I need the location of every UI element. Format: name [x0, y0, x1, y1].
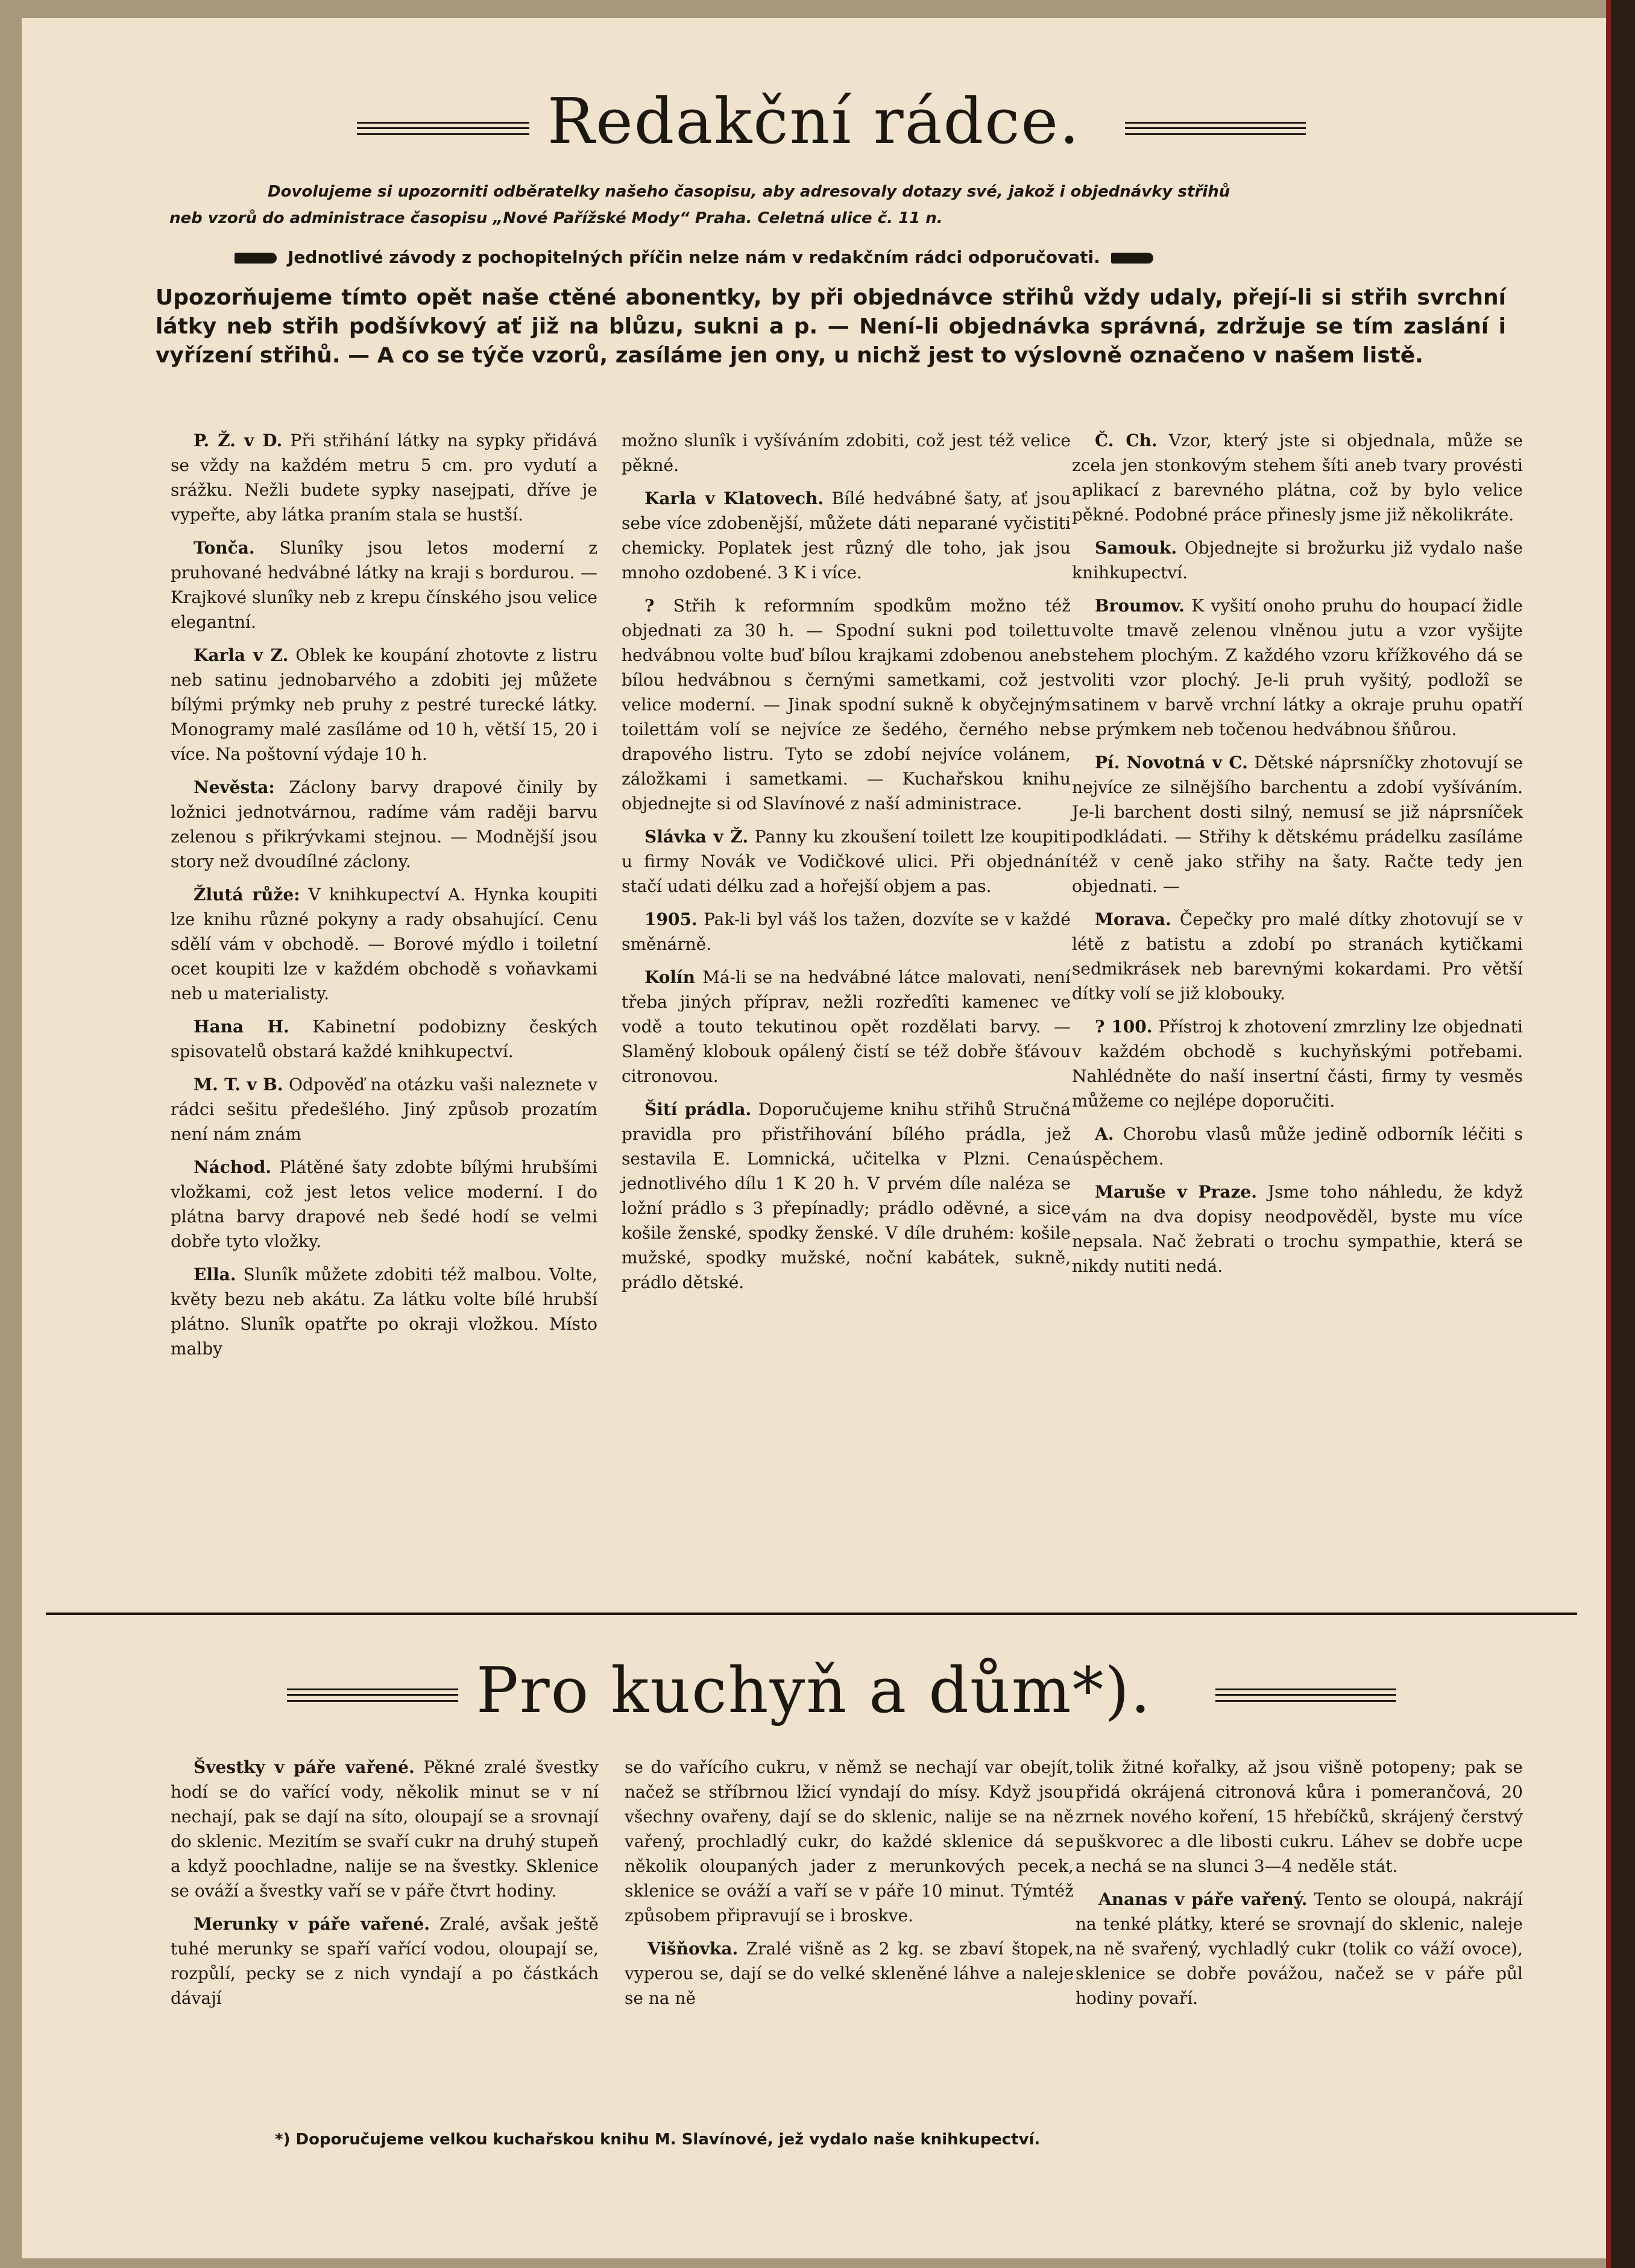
- entry-text: Zralé višně as 2 kg. se zbaví štopek, vyperou se, dají se do velké skleněné láhve a naleje se na ně: [625, 1939, 1074, 2008]
- entry-heading: Karla v Z.: [194, 645, 289, 665]
- entry: [1072, 535, 1523, 585]
- entry: [1072, 1014, 1523, 1113]
- entry-text: V knihkupectví A. Hynka koupiti lze knihu různé pokyny a rady obsahující. Cenu sdělí vám v obchodě. — Borové mýdlo i toiletní ocet koupiti lze v každém obchodě s voňavkami neb u materialisty.: [171, 885, 597, 1003]
- entry: [622, 593, 1071, 816]
- entry-heading: Švestky v páře vařené.: [194, 1757, 415, 1777]
- entry-heading: Višňovka.: [647, 1939, 739, 1959]
- entry-heading: Pí. Novotná v C.: [1095, 753, 1248, 772]
- entry-text: Čepečky pro malé dítky zhotovují se v létě z batistu a zdobí po stranách kytičkami sedmikrásek neb barevnými kokardami. Pro větší dítky volí se již klobouky.: [1072, 909, 1523, 1003]
- entry-text: Přístroj k zhotovení zmrzliny lze objednati v každém obchodě s kuchyňskými potřebami. Nahlédněte do naší insertní části, firmy ty vesměs můžeme co nejlépe doporučiti.: [1072, 1017, 1523, 1111]
- entry-heading: Karla v Klatovech.: [644, 488, 824, 508]
- entry-text: Jsme toho náhledu, že když vám na dva dopisy neodpověděl, byste mu více nepsala. Nač žebrati o trochu sympathie, která se nikdy nutiti nedá.: [1072, 1182, 1523, 1276]
- entry: [1072, 750, 1523, 899]
- entry-text: Vzor, který jste si objednala, může se zcela jen stonkovým stehem šíti aneb tvary provésti aplikací z barevného plátna, což by bylo velice pěkné. Podobné práce přinesly jsme již několikráte.: [1072, 431, 1523, 525]
- advice-column-1: [171, 428, 597, 1369]
- entry: [1072, 1122, 1523, 1171]
- entry: [622, 907, 1071, 956]
- entry-text: Dětské náprsníčky zhotovují se nejvíce ze silnějšího barchentu a zdobí vyšíváním. Je-li barchent dosti silný, nemusí se již náprsníček podkládati. — Střihy k dětskému prádelku zasíláme též v ceně jako střihy na šaty. Račte tedy jen objednati. —: [1072, 753, 1523, 896]
- entry-text: Pěkné zralé švestky hodí se do vařící vody, několik minut se v ní nechají, pak se dají na síto, oloupají se a srovnají do sklenic. Mezitím se svaří cukr na druhý stupeň a když poochladne, nalije se na švestky. Sklenice se ováží a švestky vaří se v páře čtvrt hodiny.: [171, 1757, 599, 1901]
- section-title-pro-kuchyn-a-dum: Pro kuchyň a dům*).: [458, 1654, 1170, 1727]
- warning-text: Jednotlivé závody z pochopitelných příčin nelze nám v redakčním rádci odporučovati.: [288, 247, 1100, 267]
- entry-heading: Morava.: [1095, 909, 1171, 929]
- entry-heading: Šití prádla.: [644, 1099, 752, 1119]
- entry-heading: Č. Ch.: [1095, 431, 1158, 450]
- entry: [622, 1097, 1071, 1295]
- entry-text: Záclony barvy drapové činily by ložnici jednotvárnou, radíme vám raději barvu zelenou s přikrývkami stejnou. — Modnější jsou story než dvoudílné záclony.: [171, 777, 597, 871]
- entry: [622, 824, 1071, 899]
- section-title-redakcni-radce: Redakční rádce.: [529, 84, 1098, 158]
- entry-heading: M. T. v B.: [194, 1075, 283, 1095]
- entry: [622, 428, 1071, 478]
- entry: [171, 882, 597, 1006]
- entry: [171, 1155, 597, 1254]
- magazine-page: [22, 18, 1606, 2258]
- entry-text: Kabinetní podobizny českých spisovatelů obstará každé knihkupectví.: [171, 1017, 597, 1061]
- entry: [171, 535, 597, 634]
- advice-column-3: [1072, 428, 1523, 1287]
- entry-text: Tento se oloupá, nakrájí na tenké plátky, které se srovnají do sklenic, naleje na ně svařený, vychladlý cukr (tolik co váží ovoce), sklenice se dobře povážou, načež se v páře půl hodiny povaří.: [1076, 1889, 1523, 2008]
- entry-text: Zralé, avšak ještě tuhé merunky se spaří vařící vodou, oloupají se, rozpůlí, pecky se z nich vyndají a po částkách dávají: [171, 1914, 599, 2008]
- entry: [622, 965, 1071, 1088]
- abonent-notice: Upozorňujeme tímto opět naše ctěné abonentky, by při objednávce střihů vždy udaly, přejí-li si střih svrchní látky neb střih podšívkový ať již na blůzu, sukni a p. — Není-li objednávka správná, zdržuje se tím zaslání i vyřízení střihů. — A co se týče vzorů, zasíláme jen ony, u nichž jest to výslovně označeno v našem listě.: [156, 285, 1506, 368]
- entry-heading: P. Ž. v D.: [194, 431, 283, 450]
- entry-heading: Náchod.: [194, 1157, 272, 1177]
- entry-text: Bílé hedvábné šaty, ať jsou sebe více zdobenější, můžete dáti neparané vyčistiti chemicky. Poplatek jest různý dle toho, jak jsou mnoho ozdobené. 3 K i více.: [622, 488, 1071, 583]
- entry: [171, 775, 597, 874]
- entry-text: Odpověď na otázku vaši naleznete v rádci sešitu předešlého. Jiný způsob prozatím není nám znám: [171, 1075, 597, 1144]
- entry-text: Slunîky jsou letos moderní z pruhované hedvábné látky na kraji s bordurou. — Krajkové slunîky neb z krepu čínského jsou velice elegantní.: [171, 538, 597, 632]
- entry: [1072, 1180, 1523, 1278]
- entry: [171, 1755, 599, 1903]
- entry-text: se do vařícího cukru, v němž se nechají var obejít, načež se stříbrnou lžicí vyndají do mísy. Když jsou všechny ovařeny, dají se do sklenic, nalije se na ně vařený, prochladlý cukr, do každé sklenice dá se několik oloupaných jader z merunkových pecek, sklenice se ováží a vaří se v páře 10 minut. Týmtéž způsobem připravují se i broskve.: [625, 1757, 1074, 1925]
- entry-heading: 1905.: [644, 909, 698, 929]
- entry-text: Doporučujeme knihu střihů Stručná pravidla pro přistřihování bílého prádla, jež sestavila E. Lomnická, učitelka v Plzni. Cena jednotlivého dílu 1 K 20 h. V prvém díle naléza se ložní prádlo s 3 přepínadly; prádlo oděvné, a sice košile ženské, spodky ženské. V díle druhém: košile mužské, spodky mužské, noční kabátek, sukně, prádlo dětské.: [622, 1099, 1071, 1292]
- entry-text: Panny ku zkoušení toilett lze koupiti u firmy Novák ve Vodičkové ulici. Při objednání stačí udati délku zad a hořejší objem a pas.: [622, 827, 1071, 896]
- warning-line: [224, 247, 1164, 267]
- entry-text: Oblek ke koupání zhotovte z listru neb satinu jednobarvého a zdobiti jej můžete bílými prýmky neb pruhy z pestré turecké látky. Monogramy malé zasíláme od 10 h, větší 15, 20 i více. Na poštovní výdaje 10 h.: [171, 645, 597, 764]
- entry: [1076, 1755, 1523, 1878]
- entry-text: Při střihání látky na sypky přidává se vždy na každém metru 5 cm. pro vydutí a srážku. Nežli budete sypky nasejpati, dříve je vypeřte, aby látka praním stala se hustší.: [171, 431, 597, 525]
- entry-text: Objednejte si brožurku již vydalo naše knihkupectví.: [1072, 538, 1523, 583]
- entry-heading: Hana H.: [194, 1017, 289, 1037]
- entry: [1072, 593, 1523, 742]
- recipe-column-2: [625, 1755, 1074, 2019]
- entry-heading: Broumov.: [1095, 596, 1185, 616]
- footnote: *) Doporučujeme velkou kuchařskou knihu M. Slavínové, jež vydalo naše knihkupectví.: [275, 2131, 1041, 2149]
- entry-text: Plátěné šaty zdobte bílými hrubšími vložkami, což jest letos velice moderní. I do plátna barvy drapové neb šedé hodí se velmi dobře tyto vložky.: [171, 1157, 597, 1251]
- entry-heading: Ananas v páře vařený.: [1098, 1889, 1308, 1909]
- entry-heading: Tonča.: [194, 538, 255, 558]
- entry-text: možno slunîk i vyšíváním zdobiti, což jest též velice pěkné.: [622, 431, 1071, 475]
- entry-heading: A.: [1095, 1124, 1114, 1144]
- pointing-hand-icon: [235, 253, 277, 264]
- subscriber-note-line-2: neb vzorů do administrace časopisu „Nové Pařížské Mody“ Praha. Celetná ulice č. 11 n.: [169, 209, 943, 227]
- entry-text: tolik žitné kořalky, až jsou višně potopeny; pak se přidá okrájená citronová kůra i pomerančová, 20 zrnek nového koření, 15 hřebíčků, skrájený čerstvý puškvorec a dle libosti cukru. Láhev se dobře ucpe a nechá se na slunci 3—4 neděle stát.: [1076, 1757, 1523, 1876]
- entry-text: Chorobu vlasů může jedině odborník léčiti s úspěchem.: [1072, 1124, 1523, 1169]
- section-divider: [46, 1613, 1577, 1615]
- entry-text: Má-li se na hedvábné látce malovati, není třeba jiných příprav, nežli rozředîti kamenec ve vodě a touto tekutinou opět rozdělati barvy. — Slaměný klobouk opálený čistí se též dobře šťávou citronovou.: [622, 967, 1071, 1086]
- entry: [171, 1072, 597, 1146]
- entry-heading: Nevěsta:: [194, 777, 275, 797]
- entry-text: Slunîk můžete zdobiti též malbou. Volte, květy bezu neb akátu. Za látku volte bílé hrubší plátno. Slunîk opatřte po okraji vložkou. Místo malby: [171, 1265, 597, 1359]
- entry: [622, 486, 1071, 585]
- entry-heading: ? 100.: [1095, 1017, 1153, 1037]
- entry-heading: Samouk.: [1095, 538, 1177, 558]
- entry-heading: Maruše v Praze.: [1095, 1182, 1257, 1202]
- entry: [625, 1936, 1074, 2011]
- entry: [1072, 907, 1523, 1006]
- entry-heading: Slávka v Ž.: [644, 827, 749, 847]
- entry-text: Pak-li byl váš los tažen, dozvíte se v každé směnárně.: [622, 909, 1071, 954]
- entry: [171, 1014, 597, 1064]
- subscriber-note-line-1: Dovolujeme si upozorniti odběratelky našeho časopisu, aby adresovaly dotazy své, jakož i objednávky střihů: [268, 183, 1230, 201]
- pointing-hand-icon: [1111, 253, 1153, 264]
- entry-heading: Kolín: [644, 967, 696, 987]
- recipe-column-3: [1076, 1755, 1523, 2019]
- entry-heading: Merunky v páře vařené.: [194, 1914, 430, 1934]
- advice-column-2: [622, 428, 1071, 1303]
- entry-heading: Žlutá růže:: [194, 885, 300, 905]
- entry: [171, 643, 597, 766]
- entry-text: K vyšití onoho pruhu do houpací židle volte tmavě zelenou vlněnou jutu a vzor vyšijte stehem plochým. Z každého vzoru křížkového dá se voliti vzor plochý. Je-li pruh vyšitý, podložî se satinem v barvě vrchní látky a okraje pruhu opatří se prýmkem neb točenou hedvábnou šňůrou.: [1072, 596, 1523, 739]
- entry: [625, 1755, 1074, 1928]
- entry: [1072, 428, 1523, 527]
- entry: [171, 1912, 599, 2011]
- entry: [171, 1262, 597, 1361]
- entry: [171, 428, 597, 527]
- entry-heading: ?: [644, 596, 655, 616]
- book-spine: [1606, 0, 1635, 2268]
- entry-heading: Ella.: [194, 1265, 236, 1284]
- entry: [1076, 1887, 1523, 2011]
- recipe-column-1: [171, 1755, 599, 2019]
- entry-text: Střih k reformním spodkům možno též objednati za 30 h. — Spodní sukni pod toilettu hedvábnou volte buď bílou krajkami zdobenou aneb bílou hedvábnou s černými sametkami, což jest velice moderní. — Jinak spodní sukně k obyčejným toilettám volí se nejvíce ze šedého, černého neb drapového listru. Tyto se zdobí nejvíce volánem, záložkami i sametkami. — Kuchařskou knihu objednejte si od Slavínové z naší administrace.: [622, 596, 1071, 813]
